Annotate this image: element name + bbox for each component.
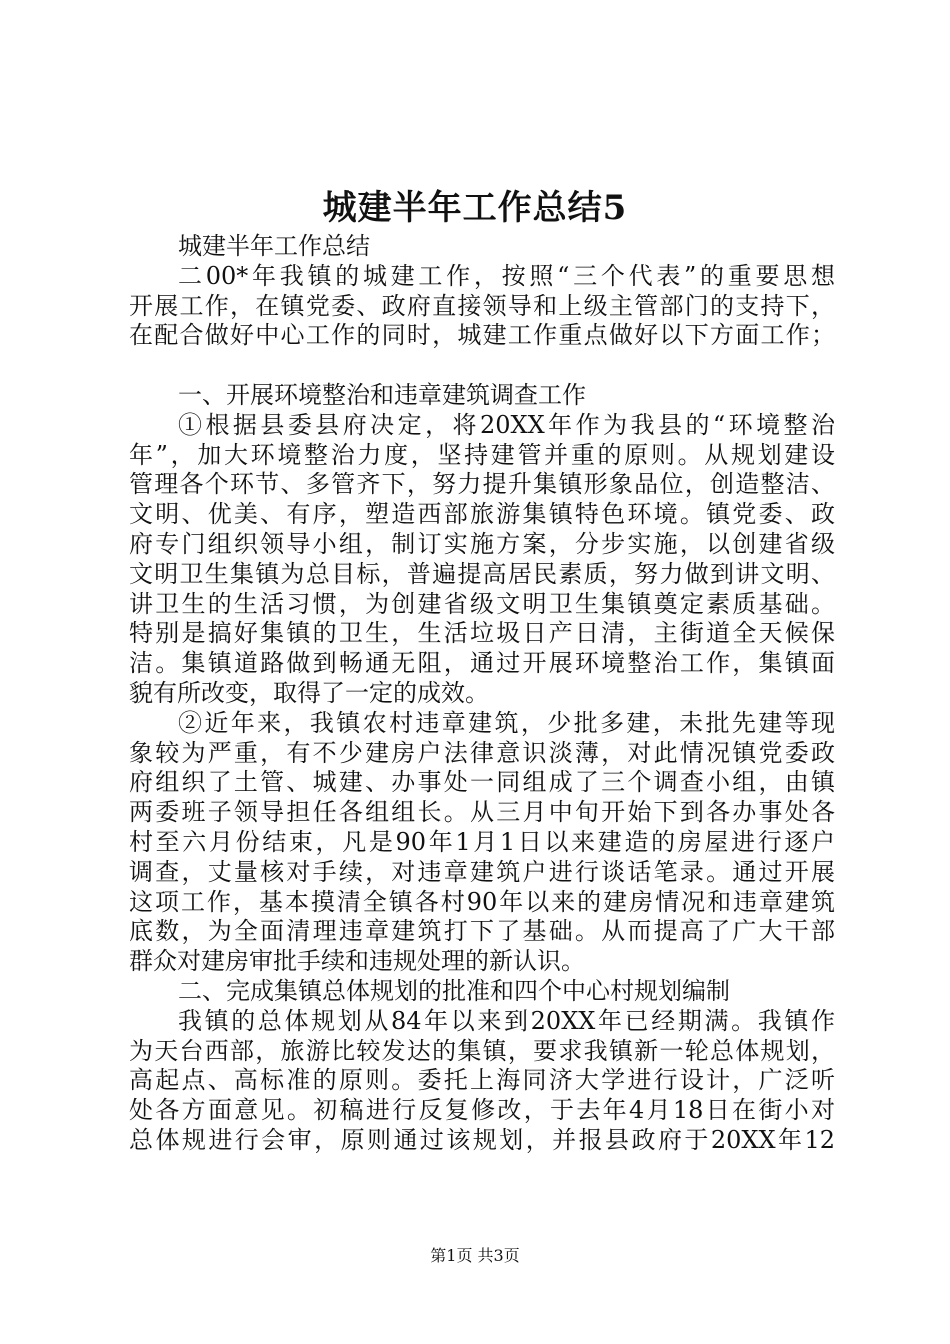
document-title: 城建半年工作总结5 <box>322 188 628 228</box>
text-line: 调查，丈量核对手续，对违章建筑户进行谈话笔录。通过开展 <box>129 857 835 886</box>
text-line: 管理各个环节、多管齐下，努力提升集镇形象品位，创造整洁、 <box>129 470 835 499</box>
text-line: 高起点、高标准的原则。委托上海同济大学进行设计，广泛听 <box>129 1066 835 1095</box>
text-line: 二、完成集镇总体规划的批准和四个中心村规划编制 <box>178 976 730 1005</box>
text-line: ②近年来，我镇农村违章建筑，少批多建，未批先建等现 <box>178 708 835 737</box>
text-line: 府专门组织领导小组，制订实施方案，分步实施，以创建省级 <box>129 529 835 558</box>
text-line: 洁。集镇道路做到畅通无阻，通过开展环境整治工作，集镇面 <box>129 649 835 678</box>
text-line: 群众对建房审批手续和违规处理的新认识。 <box>129 947 585 976</box>
text-line: 为天台西部，旅游比较发达的集镇，要求我镇新一轮总体规划， <box>129 1036 835 1065</box>
text-line: 象较为严重，有不少建房户法律意识淡薄，对此情况镇党委政 <box>129 738 835 767</box>
text-line: 开展工作，在镇党委、政府直接领导和上级主管部门的支持下， <box>129 291 835 320</box>
text-line: 这项工作，基本摸清全镇各村90年以来的建房情况和违章建筑 <box>129 887 835 916</box>
text-line: 貌有所改变，取得了一定的成效。 <box>129 678 489 707</box>
text-line: 特别是搞好集镇的卫生，生活垃圾日产日清，主街道全天候保 <box>129 619 835 648</box>
document-body <box>129 232 835 1156</box>
text-line: 底数，为全面清理违章建筑打下了基础。从而提高了广大干部 <box>129 917 835 946</box>
text-line: 在配合做好中心工作的同时，城建工作重点做好以下方面工作； <box>129 321 835 350</box>
text-line: 府组织了土管、城建、办事处一同组成了三个调查小组，由镇 <box>129 768 835 797</box>
text-line: 一、开展环境整治和违章建筑调查工作 <box>178 380 586 409</box>
text-line: 两委班子领导担任各组组长。从三月中旬开始下到各办事处各 <box>129 798 835 827</box>
text-line: ①根据县委县府决定，将20XX年作为我县的“环境整治 <box>178 410 835 439</box>
text-line: 讲卫生的生活习惯，为创建省级文明卫生集镇奠定素质基础。 <box>129 589 835 618</box>
text-line: 总体规进行会审，原则通过该规划，并报县政府于20XX年12 <box>129 1125 835 1154</box>
text-line: 年”，加大环境整治力度，坚持建管并重的原则。从规划建设 <box>129 440 835 469</box>
text-line: 二00*年我镇的城建工作，按照“三个代表”的重要思想 <box>178 261 835 290</box>
text-line: 我镇的总体规划从84年以来到20XX年已经期满。我镇作 <box>178 1006 835 1035</box>
text-line: 村至六月份结束，凡是90年1月1日以来建造的房屋进行逐户 <box>129 827 835 856</box>
text-line: 城建半年工作总结 <box>178 232 370 260</box>
text-line: 文明、优美、有序，塑造西部旅游集镇特色环境。镇党委、政 <box>129 500 835 529</box>
page-footer: 第1页 共3页 <box>430 1246 520 1265</box>
text-line: 文明卫生集镇为总目标，普遍提高居民素质，努力做到讲文明、 <box>129 559 835 588</box>
blank-line <box>129 351 835 381</box>
text-line: 处各方面意见。初稿进行反复修改，于去年4月18日在街小对 <box>129 1096 835 1125</box>
